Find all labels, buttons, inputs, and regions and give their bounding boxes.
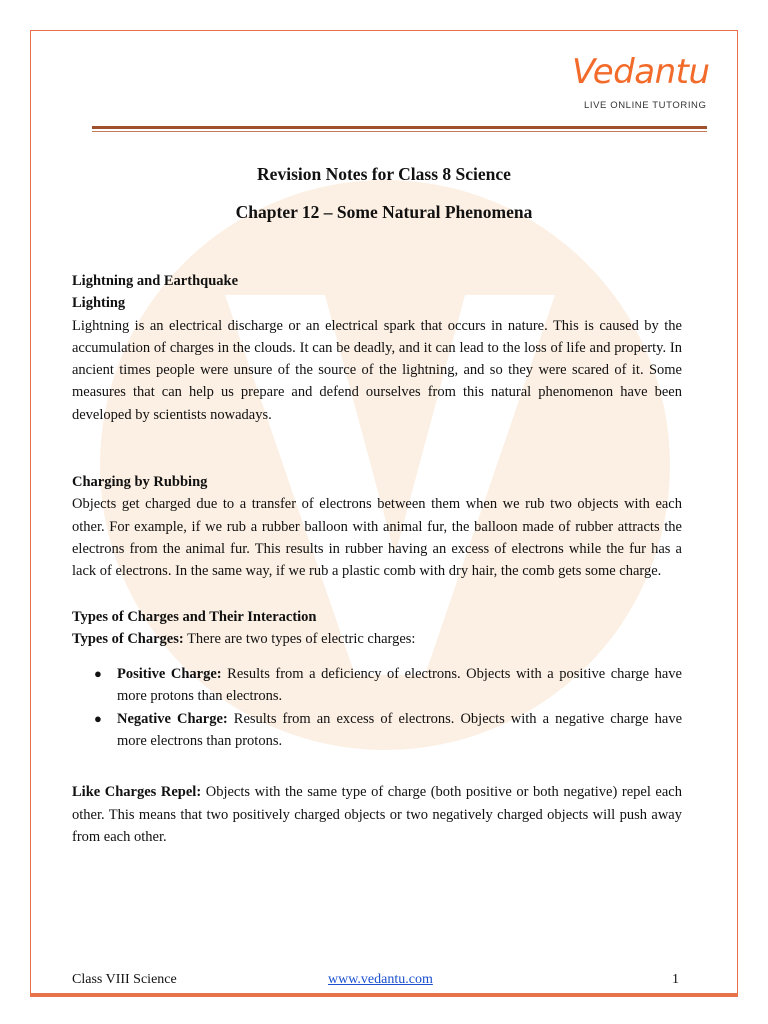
charge-types-list [72, 663, 682, 752]
footer-class-label: Class VIII Science [72, 972, 177, 987]
paragraph-lightning: Lightning is an electrical discharge or an electrical spark that occurs in nature. This is caused by the accumulation of charges in the clouds. It can be deadly, and it can lead to the loss of life and property. In ancient times people were unsure of the source of the lightning, and so they were scared of it. Some measures that can help us prepare and defend ourselves from this natural phenomenon have been developed by scientists nowadays. [72, 317, 682, 423]
paragraph-rubbing: Objects get charged due to a transfer of electrons between them when we rub two objects with each other. For example, if we rub a rubber balloon with animal fur, the balloon made of rubber attracts the electrons from the animal fur. This results in rubber having an excess of electrons while the fur has a lack of electrons. In the same way, if we rub a plastic comb with dry hair, the comb gets some charge. [72, 496, 682, 580]
page-number: 1 [672, 972, 679, 987]
vedantu-logo[interactable] [572, 52, 710, 118]
bullet-icon: ● [94, 666, 102, 682]
logo-tagline: LIVE ONLINE TUTORING [584, 100, 707, 111]
positive-label: Positive Charge: [117, 666, 222, 683]
chapter-title: Chapter 12 – Some Natural Phenomena [235, 202, 533, 222]
like-charges-text: Objects with the same type of charge (both positive or both negative) repel each other. This means that two positively charged objects or two negatively charged objects will push away from each other. [72, 784, 682, 845]
types-intro-label: Types of Charges: [72, 630, 184, 647]
subheading-lighting: Lighting [72, 295, 126, 312]
bullet-icon: ● [94, 710, 102, 726]
header-divider-thin [92, 131, 707, 132]
paragraph-types-intro [72, 628, 682, 650]
negative-label: Negative Charge: [117, 710, 228, 727]
logo-wordmark: Vedantu [572, 52, 710, 92]
section-heading-lightning: Lightning and Earthquake [72, 273, 239, 289]
document-title: Revision Notes for Class 8 Science [257, 164, 511, 184]
header-divider [92, 126, 707, 129]
like-charges-label: Like Charges Repel: [72, 784, 202, 801]
types-intro-text: There are two types of electric charges: [183, 630, 416, 647]
footer-divider [30, 994, 738, 997]
section-heading-rubbing: Charging by Rubbing [72, 474, 208, 491]
list-item-positive [72, 663, 682, 708]
negative-text: Results from an excess of electrons. Objects with a negative charge have more electrons than protons. [117, 710, 683, 750]
section-heading-types: Types of Charges and Their Interaction [72, 608, 317, 625]
positive-text: Results from a deficiency of electrons. Objects with a positive charge have more protons than electrons. [117, 666, 682, 705]
list-item-negative [72, 708, 682, 753]
paragraph-like-charges [72, 781, 682, 848]
notes-body [72, 270, 682, 848]
footer-website-link[interactable]: www.vedantu.com [328, 972, 433, 987]
